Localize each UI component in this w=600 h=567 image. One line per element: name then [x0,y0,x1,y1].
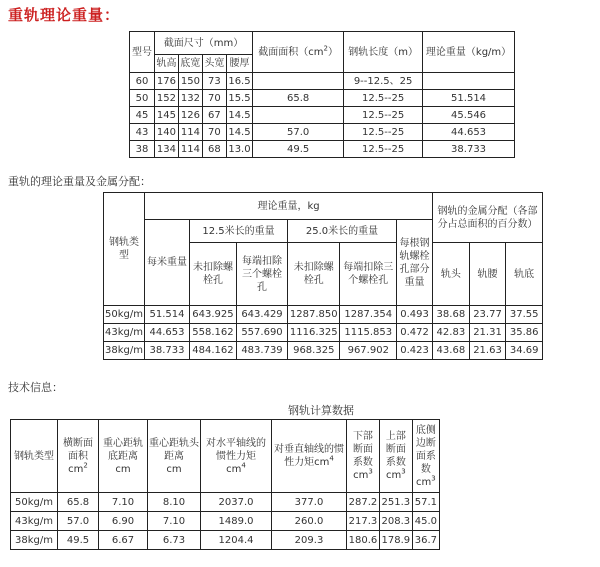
table-cell: 8.10 [148,493,201,512]
table-cell: 0.493 [397,306,433,324]
table-cell: 21.63 [469,342,506,360]
table-cell: 1287.354 [340,306,397,324]
table-cell: 1115.853 [340,324,397,342]
table-cell: 51.514 [423,90,515,107]
table-cell: 209.3 [272,531,347,550]
table-cell: 21.31 [469,324,506,342]
table-cell: 968.325 [288,342,340,360]
header-type: 型号 [130,32,155,73]
header-125-deduct: 每端扣除三个螺栓孔 [236,243,287,306]
table-row [104,306,543,324]
table-cell: 260.0 [272,512,347,531]
table-cell: 23.77 [469,306,506,324]
table-row [11,531,440,550]
table-cell: 38.68 [433,306,470,324]
table-cell: 12.5--25 [344,107,423,124]
table-cell: 208.3 [379,512,412,531]
table-cell: 57.0 [253,124,344,141]
sub-header-head-width: 头宽 [202,55,226,73]
header-cg-to-head: 重心距轨头距离 cm [148,420,201,493]
header-cg-to-base: 重心距轨底距离 cm [99,420,148,493]
table-cell: 60 [130,73,155,90]
section-heading-weight-distribution: 重轨的理论重量及金属分配： [8,175,151,188]
header-bolt-hole-weight: 每根钢轨螺栓孔部分重量 [397,220,433,306]
table-cell: 44.653 [423,124,515,141]
header-upper-modulus: 上部断面系数 $cm^3$ [379,420,412,493]
sub-header-web-thickness: 腰厚 [226,55,252,73]
table-cell [423,73,515,90]
header-waist: 轨腰 [469,243,506,306]
table-cell: 36.7 [412,531,439,550]
header-25-deduct: 每端扣除三个螺栓孔 [340,243,397,306]
table-cell: 15.5 [226,90,252,107]
table-cell: 178.9 [379,531,412,550]
table-cell: 43kg/m [104,324,145,342]
table-cell: 14.5 [226,124,252,141]
table-cell: 2037.0 [201,493,272,512]
table-cell: 150 [178,73,202,90]
header-lower-modulus: 下部断面系数 $cm^3$ [347,420,380,493]
section-heading-technical: 技术信息： [8,381,63,394]
table-cell: 51.514 [145,306,190,324]
table-cell: 6.67 [99,531,148,550]
header-per-meter: 每米重量 [145,220,190,306]
table-row [11,493,440,512]
table-row [104,324,543,342]
table-cell: 251.3 [379,493,412,512]
sub-header-height: 轨高 [155,55,179,73]
table-cell: 7.10 [148,512,201,531]
table-row [130,107,515,124]
table-cell: 643.925 [190,306,237,324]
table-cell: 643.429 [236,306,287,324]
table-cell: 7.10 [99,493,148,512]
table-row [130,73,515,90]
table-cell: 9--12.5、25 [344,73,423,90]
header-moment-vertical: 对垂直轴线的惯性力矩$cm^4$ [272,420,347,493]
header-base: 轨底 [506,243,543,306]
table-cell: 114 [178,124,202,141]
table-cell: 557.690 [236,324,287,342]
sub-header-base-width: 底宽 [178,55,202,73]
header-area: 截面面积$(cm^2)$ [253,32,344,73]
header-section-size: 截面尺寸（mm） [155,32,253,55]
table-cell: 43kg/m [11,512,58,531]
table-cell: 38 [130,141,155,158]
table-row [130,90,515,107]
header-25m: 25.0米长的重量 [288,220,397,243]
table-cell: 12.5--25 [344,124,423,141]
table-cell: 484.162 [190,342,237,360]
table-cell: 65.8 [58,493,99,512]
table-cell: 57.0 [58,512,99,531]
header-25-no-deduct: 未扣除螺栓孔 [288,243,340,306]
header-theoretical-weight: 理论重量，kg [145,193,433,220]
table-cell: 44.653 [145,324,190,342]
table-cell: 6.90 [99,512,148,531]
table-cell: 70 [202,124,226,141]
table-cell: 50kg/m [104,306,145,324]
table-cell: 1489.0 [201,512,272,531]
table-cell: 45.0 [412,512,439,531]
table-cell: 38.733 [423,141,515,158]
header-metal-distribution: 钢轨的金属分配（各部分占总面积的百分数） [433,193,543,243]
table-cell: 37.55 [506,306,543,324]
table-cell: 38kg/m [11,531,58,550]
table-cell [253,73,344,90]
table-cell: 134 [155,141,179,158]
table-cell: 49.5 [58,531,99,550]
table-cell: 57.1 [412,493,439,512]
table-cell: 68 [202,141,226,158]
table-cell: 0.472 [397,324,433,342]
table-cell: 12.5--25 [344,90,423,107]
table-row [11,512,440,531]
header-base-side-modulus: 底侧边断面系数 $cm^3$ [412,420,439,493]
table-cell: 12.5--25 [344,141,423,158]
header-moment-horizontal: 对水平轴线的惯性力矩 $cm^4$ [201,420,272,493]
table-cell: 42.83 [433,324,470,342]
header-head: 轨头 [433,243,470,306]
rail-calculation-table [10,419,440,550]
table-cell: 38.733 [145,342,190,360]
table-cell: 180.6 [347,531,380,550]
table-cell: 967.902 [340,342,397,360]
page-title: 重轨理论重量： [8,6,121,24]
table3-title: 钢轨计算数据 [288,404,354,417]
table-cell: 14.5 [226,107,252,124]
table-cell: 43.68 [433,342,470,360]
table-cell: 45 [130,107,155,124]
table-cell: 67 [202,107,226,124]
table-cell: 1116.325 [288,324,340,342]
table-cell: 114 [178,141,202,158]
table-cell: 126 [178,107,202,124]
table-cell: 1287.850 [288,306,340,324]
table-cell: 132 [178,90,202,107]
table-cell: 38kg/m [104,342,145,360]
table-cell: 73 [202,73,226,90]
table-row [130,124,515,141]
table-cell: 558.162 [190,324,237,342]
table-cell: 70 [202,90,226,107]
table-cell: 152 [155,90,179,107]
header-rail-type: 钢轨类型 [104,193,145,306]
table-cell: 13.0 [226,141,252,158]
table-cell: 50 [130,90,155,107]
table-cell [253,107,344,124]
table-cell: 50kg/m [11,493,58,512]
table-cell: 145 [155,107,179,124]
table-row [104,342,543,360]
table-cell: 483.739 [236,342,287,360]
table-cell: 49.5 [253,141,344,158]
header-rail-type: 钢轨类型 [11,420,58,493]
table-cell: 287.2 [347,493,380,512]
weight-distribution-table [103,192,543,360]
table-cell: 16.5 [226,73,252,90]
rail-spec-table [129,31,515,158]
table-cell: 6.73 [148,531,201,550]
table-cell: 35.86 [506,324,543,342]
table-cell: 176 [155,73,179,90]
header-12-5m: 12.5米长的重量 [190,220,288,243]
table-cell: 217.3 [347,512,380,531]
table-cell: 140 [155,124,179,141]
table-cell: 45.546 [423,107,515,124]
table-cell: 1204.4 [201,531,272,550]
header-cross-area: 横断面面积 $cm^2$ [58,420,99,493]
table-cell: 377.0 [272,493,347,512]
header-weight: 理论重量（kg/m） [423,32,515,73]
header-length: 钢轨长度（m） [344,32,423,73]
table-cell: 0.423 [397,342,433,360]
table-cell: 43 [130,124,155,141]
table-cell: 65.8 [253,90,344,107]
header-125-no-deduct: 未扣除螺栓孔 [190,243,237,306]
table-cell: 34.69 [506,342,543,360]
table-row [130,141,515,158]
